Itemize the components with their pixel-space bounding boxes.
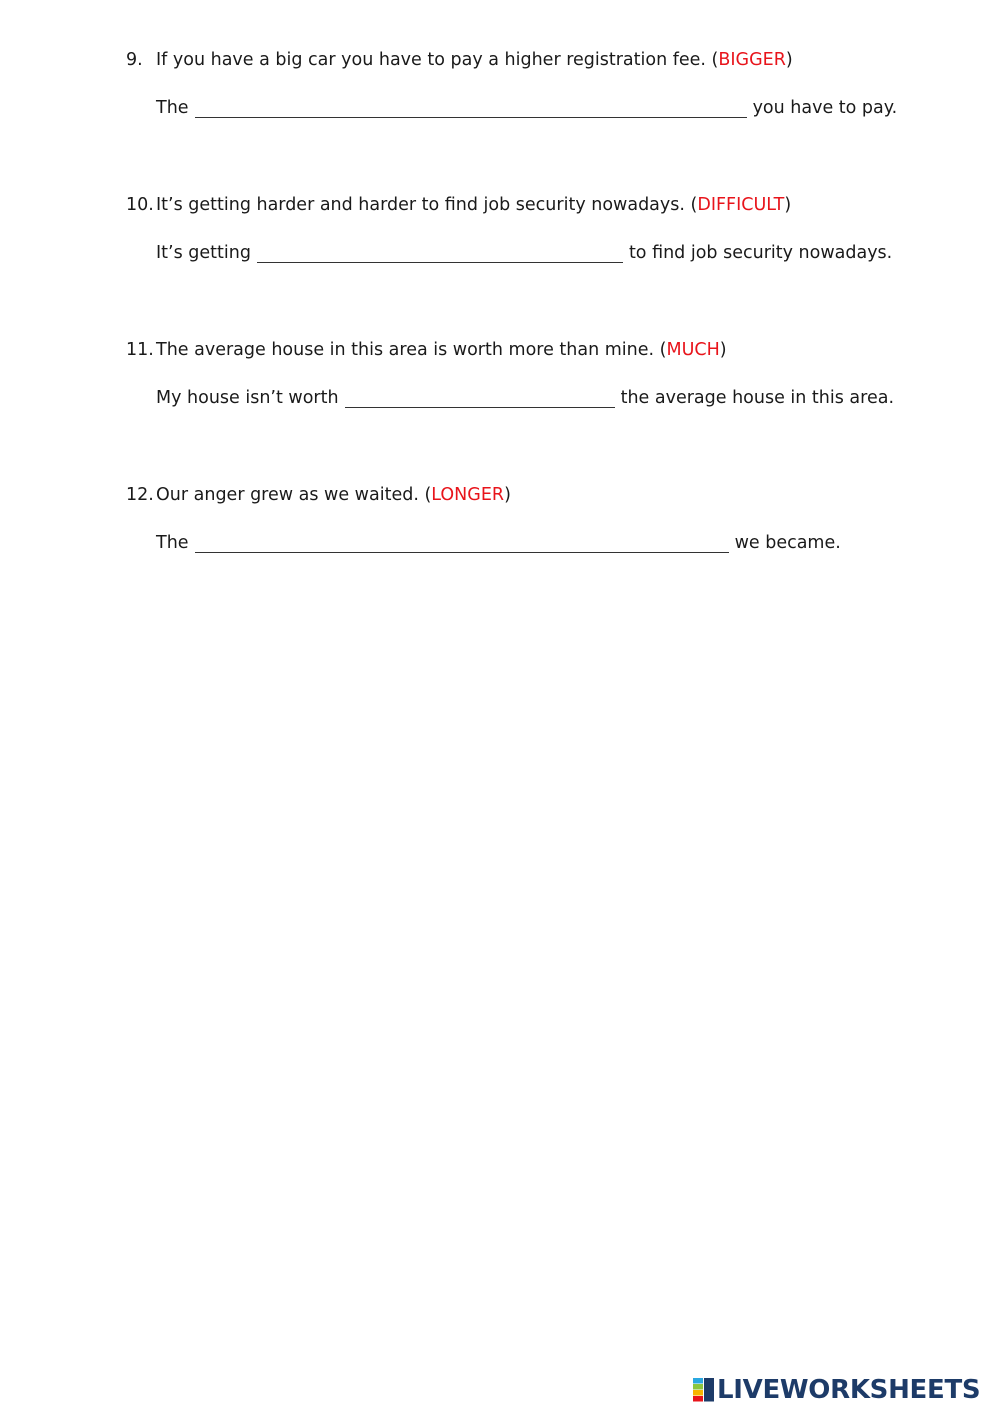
question-sentence: Our anger grew as we waited. ( — [156, 485, 432, 505]
keyword: BIGGER — [718, 50, 786, 70]
question-number: 9. — [126, 50, 143, 70]
answer-line-9 — [156, 97, 897, 119]
answer-prefix: My house isn’t worth — [156, 388, 339, 408]
answer-input-10[interactable] — [257, 244, 623, 263]
question-10 — [126, 194, 791, 216]
keyword: MUCH — [666, 340, 720, 360]
liveworksheets-logo-icon — [693, 1378, 715, 1402]
question-11 — [126, 339, 727, 361]
answer-suffix: the average house in this area. — [620, 388, 895, 408]
answer-prefix: It’s getting — [156, 243, 251, 263]
question-sentence: If you have a big car you have to pay a higher registration fee. ( — [156, 50, 719, 70]
question-number: 11. — [126, 340, 154, 360]
keyword: DIFFICULT — [697, 195, 785, 215]
answer-line-11 — [156, 387, 894, 409]
question-sentence: The average house in this area is worth more than mine. ( — [156, 340, 667, 360]
close-paren: ) — [785, 50, 793, 70]
question-sentence: It’s getting harder and harder to find job security nowadays. ( — [156, 195, 698, 215]
answer-input-11[interactable] — [345, 389, 615, 408]
keyword: LONGER — [431, 485, 505, 505]
answer-input-9[interactable] — [195, 99, 747, 118]
close-paren: ) — [784, 195, 792, 215]
logo-text: LIVEWORKSHEETS — [717, 1375, 981, 1405]
answer-line-12 — [156, 532, 841, 554]
answer-input-12[interactable] — [195, 534, 729, 553]
close-paren: ) — [719, 340, 727, 360]
answer-suffix: to find job security nowadays. — [628, 243, 893, 263]
question-9 — [126, 49, 793, 71]
answer-line-10 — [156, 242, 892, 264]
question-12 — [126, 484, 511, 506]
answer-suffix: we became. — [734, 533, 841, 553]
answer-prefix: The — [156, 533, 189, 553]
liveworksheets-logo[interactable] — [693, 1374, 980, 1406]
question-number: 12. — [126, 485, 154, 505]
answer-suffix: you have to pay. — [752, 98, 898, 118]
answer-prefix: The — [156, 98, 189, 118]
question-number: 10. — [126, 195, 154, 215]
close-paren: ) — [504, 485, 511, 505]
